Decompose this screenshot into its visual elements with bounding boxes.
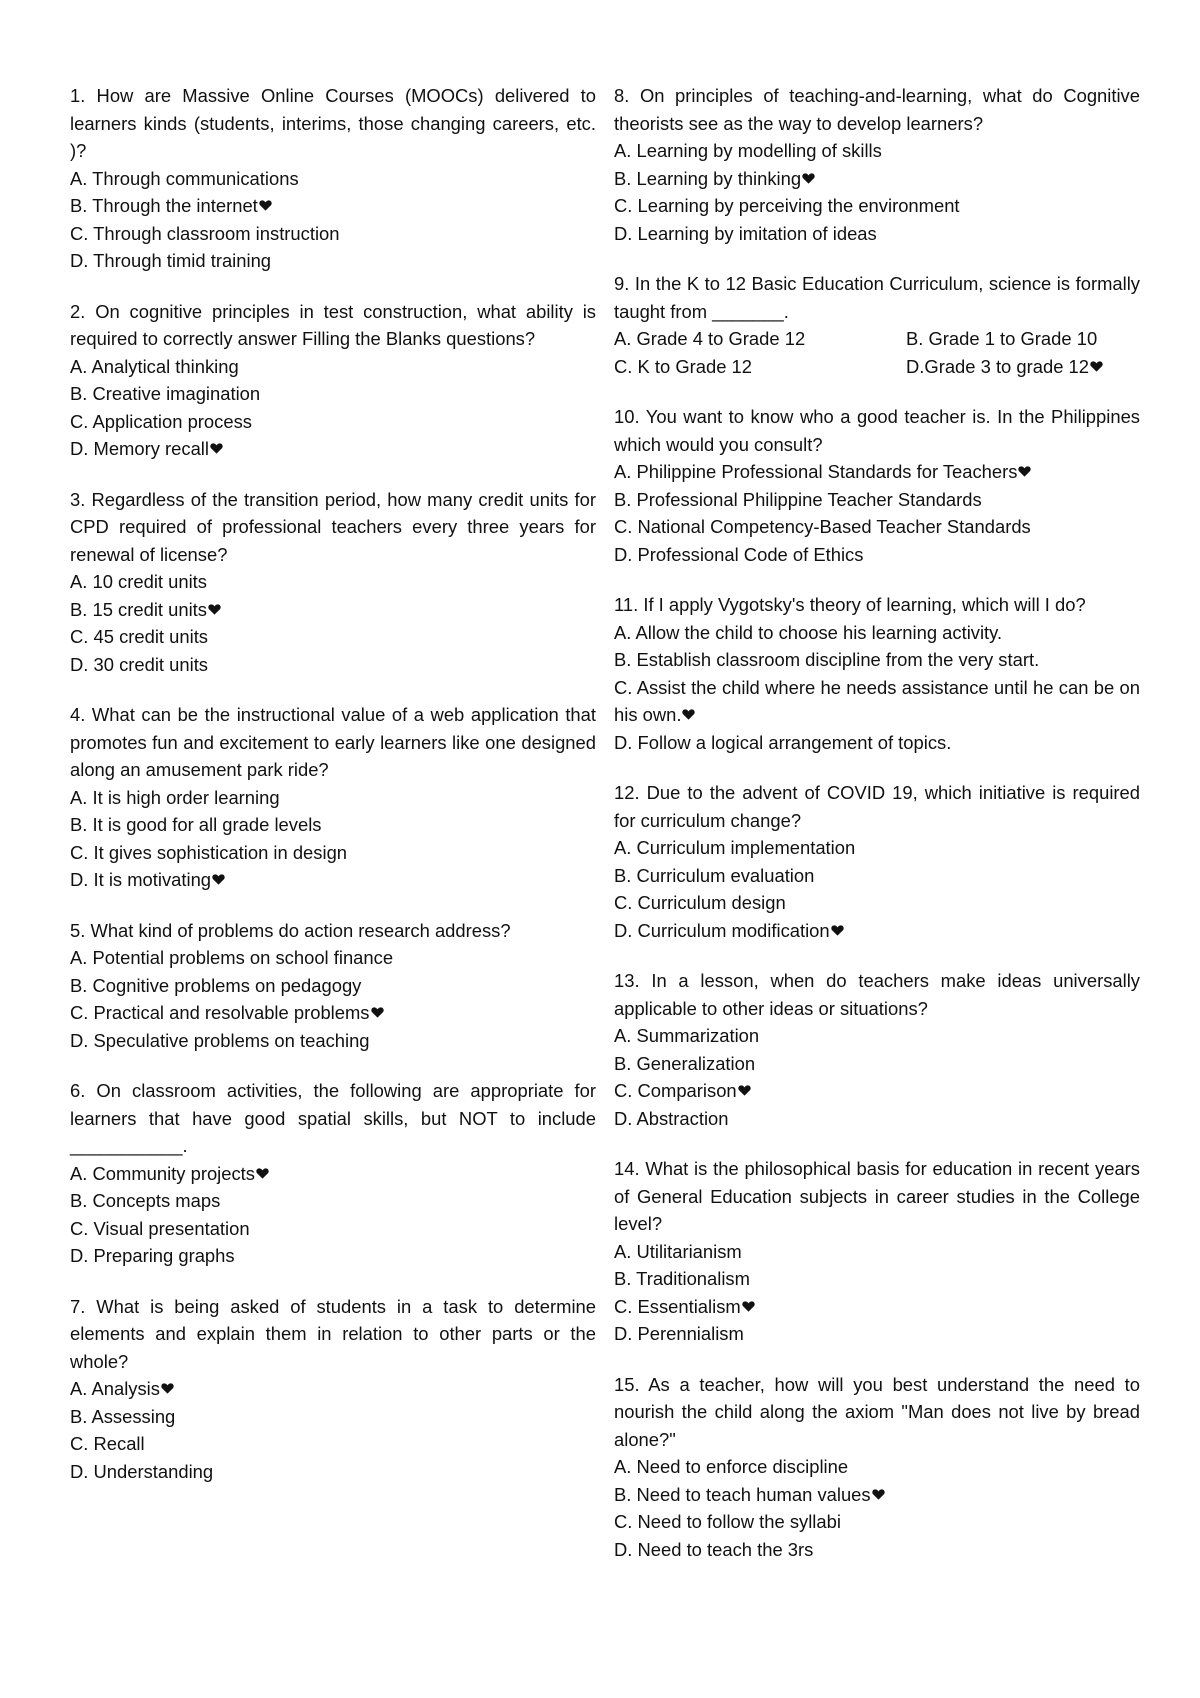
option-a [614,834,1140,862]
option-list [70,1160,596,1270]
heart-icon [1018,466,1031,477]
question-number: 12. [614,782,640,803]
option-d [614,541,1140,569]
option-text: C. Curriculum design [614,892,786,913]
option-text: C. Through classroom instruction [70,222,340,244]
left-column [70,82,596,1508]
question-14 [614,1155,1140,1348]
question-8 [614,82,1140,247]
option-list [614,1022,1140,1132]
question-text: In the K to 12 Basic Education Curriculum, science is formally taught from _______. [614,273,1140,322]
option-d [614,917,1140,945]
option-b [614,165,1140,193]
option-text: B. Professional Philippine Teacher Standards [614,488,982,510]
option-text: C. Comparison [614,1080,737,1101]
option-text: A. Utilitarianism [614,1240,742,1262]
question-5 [70,917,596,1055]
option-text: A. Summarization [614,1025,760,1046]
option-d [614,220,1140,248]
option-text: C. Practical and resolvable problems [70,1002,370,1023]
option-c [614,353,906,381]
option-c [70,999,596,1027]
question-15 [614,1371,1140,1564]
question-11 [614,591,1140,756]
question-stem [614,82,1140,137]
question-text: On cognitive principles in test construction, what ability is required to correctly answer Filling the Blanks questions? [70,300,596,349]
option-b [70,811,596,839]
option-list [70,165,596,275]
option-text: A. Grade 4 to Grade 12 [614,328,806,349]
right-column [614,82,1140,1586]
option-d [614,729,1140,757]
option-text: C. Visual presentation [70,1217,250,1239]
option-list [614,458,1140,568]
option-text: B. Curriculum evaluation [614,864,815,886]
option-a [614,619,1140,647]
heart-icon [256,1168,269,1179]
question-3 [70,486,596,679]
option-list [70,568,596,678]
option-text: B. Learning by thinking [614,167,802,189]
option-a [614,325,906,353]
option-list [614,1453,1140,1563]
heart-icon [259,200,272,211]
option-c [614,1293,1140,1321]
option-text: C. Application process [70,410,252,432]
option-list [70,353,596,463]
option-text: B. 15 credit units [70,598,207,620]
heart-icon [682,709,695,720]
option-text: C. Learning by perceiving the environment [614,195,960,216]
option-text: A. Philippine Professional Standards for Teachers [614,461,1018,482]
option-b [70,972,596,1000]
option-b [70,1187,596,1215]
question-stem [614,779,1140,834]
option-d [906,353,1140,381]
option-text: B. Need to teach human values [614,1483,871,1505]
option-text: C. Recall [70,1433,145,1454]
option-a [614,1022,1140,1050]
option-c [70,408,596,436]
option-text: D. Learning by imitation of ideas [614,222,877,244]
heart-icon [161,1383,174,1394]
option-list [614,1238,1140,1348]
option-c [614,889,1140,917]
option-list [614,325,1140,380]
question-stem [70,1293,596,1376]
option-b [70,192,596,220]
question-number: 4. [70,704,86,725]
question-9 [614,270,1140,380]
option-c [614,1508,1140,1536]
question-4 [70,701,596,894]
question-text: Regardless of the transition period, how many credit units for CPD required of professional teachers every three years for renewal of license? [70,488,596,565]
option-a [614,1453,1140,1481]
question-stem [614,403,1140,458]
heart-icon [212,874,225,885]
option-list [70,1375,596,1485]
option-d [70,1027,596,1055]
question-10 [614,403,1140,568]
option-text: C. Need to follow the syllabi [614,1511,841,1532]
option-text: A. Analytical thinking [70,355,239,377]
option-c [614,192,1140,220]
option-text: D. 30 credit units [70,653,208,675]
option-text: C. Essentialism [614,1295,741,1317]
question-number: 7. [70,1295,86,1317]
option-text: B. Creative imagination [70,383,261,404]
question-stem [70,701,596,784]
heart-icon [210,443,223,454]
heart-icon [831,925,844,936]
question-number: 6. [70,1080,86,1101]
option-list [614,619,1140,757]
option-b [70,596,596,624]
option-b [614,1481,1140,1509]
option-text: C. It gives sophistication in design [70,841,348,863]
question-number: 10. [614,406,640,427]
option-text: D. Abstraction [614,1107,729,1129]
option-list [614,834,1140,944]
heart-icon [1090,361,1103,372]
option-a [70,568,596,596]
option-text: A. Potential problems on school finance [70,947,394,968]
question-text: What kind of problems do action research address? [90,919,511,941]
option-b [614,1265,1140,1293]
option-d [70,1242,596,1270]
question-stem [70,486,596,569]
option-c [70,1430,596,1458]
option-d [614,1320,1140,1348]
option-d [70,435,596,463]
option-text: B. Traditionalism [614,1268,750,1289]
question-7 [70,1293,596,1486]
option-text: D. Through timid training [70,250,272,271]
heart-icon [208,604,221,615]
option-text: B. Cognitive problems on pedagogy [70,974,362,996]
option-text: A. Through communications [70,167,299,189]
option-b [70,380,596,408]
heart-icon [371,1007,384,1018]
option-text: D. It is motivating [70,869,212,890]
option-b [906,325,1140,353]
question-number: 1. [70,85,86,106]
option-text: C. National Competency-Based Teacher Standards [614,516,1031,537]
question-text: How are Massive Online Courses (MOOCs) delivered to learners kinds (students, interims, those changing careers, etc. )? [70,85,596,161]
option-d [70,866,596,894]
option-list [70,944,596,1054]
option-d [614,1536,1140,1564]
option-c [70,220,596,248]
option-text: A. Need to enforce discipline [614,1456,849,1477]
option-text: D. Curriculum modification [614,919,830,941]
option-text: D. Speculative problems on teaching [70,1029,370,1051]
option-text: D. Memory recall [70,438,209,459]
question-text: What is being asked of students in a task to determine elements and explain them in relation to other parts or the whole? [70,1295,596,1372]
question-text: You want to know who a good teacher is. In the Philippines which would you consult? [614,406,1141,455]
option-text: C. Assist the child where he needs assistance until he can be on his own. [614,676,1140,725]
heart-icon [742,1301,755,1312]
heart-icon [802,173,815,184]
option-a [70,165,596,193]
question-stem [614,967,1140,1022]
option-a [70,944,596,972]
option-b [70,1403,596,1431]
option-d [70,247,596,275]
option-text: A. Learning by modelling of skills [614,140,882,161]
option-text: D. Follow a logical arrangement of topics. [614,731,952,753]
question-2 [70,298,596,463]
question-stem [614,1155,1140,1238]
option-text: A. Community projects [70,1162,255,1184]
question-text: If I apply Vygotsky's theory of learning, which will I do? [643,594,1086,615]
option-text: A. It is high order learning [70,786,280,808]
option-c [614,674,1140,729]
option-d [614,1105,1140,1133]
option-text: B. Assessing [70,1405,176,1427]
question-text: On principles of teaching-and-learning, what do Cognitive theorists see as the way to develop learners? [614,85,1140,134]
option-a [614,458,1140,486]
option-list [70,784,596,894]
option-text: D. Perennialism [614,1323,744,1344]
question-stem [70,1077,596,1160]
option-c [614,1077,1140,1105]
option-text: D. Professional Code of Ethics [614,543,864,565]
option-text: B. Grade 1 to Grade 10 [906,328,1098,349]
question-number: 14. [614,1158,640,1179]
heart-icon [872,1489,885,1500]
heart-icon [738,1085,751,1096]
question-number: 8. [614,85,630,106]
option-b [614,862,1140,890]
option-c [70,623,596,651]
option-b [614,1050,1140,1078]
question-stem [614,270,1140,325]
option-text: A. Analysis [70,1378,160,1399]
question-6 [70,1077,596,1270]
question-number: 2. [70,300,86,322]
question-text: What can be the instructional value of a web application that promotes fun and excitement to early learners like one designed along an amusement park ride? [70,704,596,780]
question-number: 15. [614,1373,640,1395]
option-b [614,486,1140,514]
question-number: 13. [614,970,640,991]
option-text: B. Through the internet [70,195,258,216]
option-text: B. Generalization [614,1052,756,1074]
question-text: Due to the advent of COVID 19, which initiative is required for curriculum change? [614,782,1140,831]
question-13 [614,967,1140,1132]
option-a [70,1160,596,1188]
question-text: As a teacher, how will you best understand the need to nourish the child along the axiom "Man does not live by bread alone?" [614,1373,1140,1450]
option-text: D. Need to teach the 3rs [614,1538,814,1560]
option-d [70,651,596,679]
option-text: B. Establish classroom discipline from the very start. [614,649,1040,670]
option-text: A. 10 credit units [70,571,207,592]
option-d [70,1458,596,1486]
option-text: A. Allow the child to choose his learning activity. [614,621,1003,643]
option-a [70,1375,596,1403]
option-text: B. Concepts maps [70,1190,221,1211]
question-text: What is the philosophical basis for education in recent years of General Education subjects in career studies in the College level? [614,1158,1140,1234]
option-text: C. K to Grade 12 [614,355,753,377]
option-c [70,839,596,867]
question-12 [614,779,1140,944]
option-text: D. Preparing graphs [70,1245,235,1266]
option-text: B. It is good for all grade levels [70,814,322,835]
option-a [70,353,596,381]
question-stem [614,1371,1140,1454]
question-1 [70,82,596,275]
option-a [614,137,1140,165]
option-list [614,137,1140,247]
option-text: C. 45 credit units [70,626,208,647]
option-a [70,784,596,812]
question-stem [70,82,596,165]
option-text: D.Grade 3 to grade 12 [906,355,1089,377]
option-text: D. Understanding [70,1460,214,1482]
option-b [614,646,1140,674]
question-text: In a lesson, when do teachers make ideas universally applicable to other ideas or situations? [614,970,1140,1019]
option-a [614,1238,1140,1266]
option-c [70,1215,596,1243]
question-number: 5. [70,919,86,941]
question-number: 3. [70,488,86,510]
question-stem [70,298,596,353]
question-stem [614,591,1140,619]
question-text: On classroom activities, the following are appropriate for learners that have good spatial skills, but NOT to include ___________. [70,1080,596,1156]
question-stem [70,917,596,945]
option-text: A. Curriculum implementation [614,837,856,858]
question-number: 9. [614,273,630,294]
question-number: 11. [614,594,639,615]
option-c [614,513,1140,541]
